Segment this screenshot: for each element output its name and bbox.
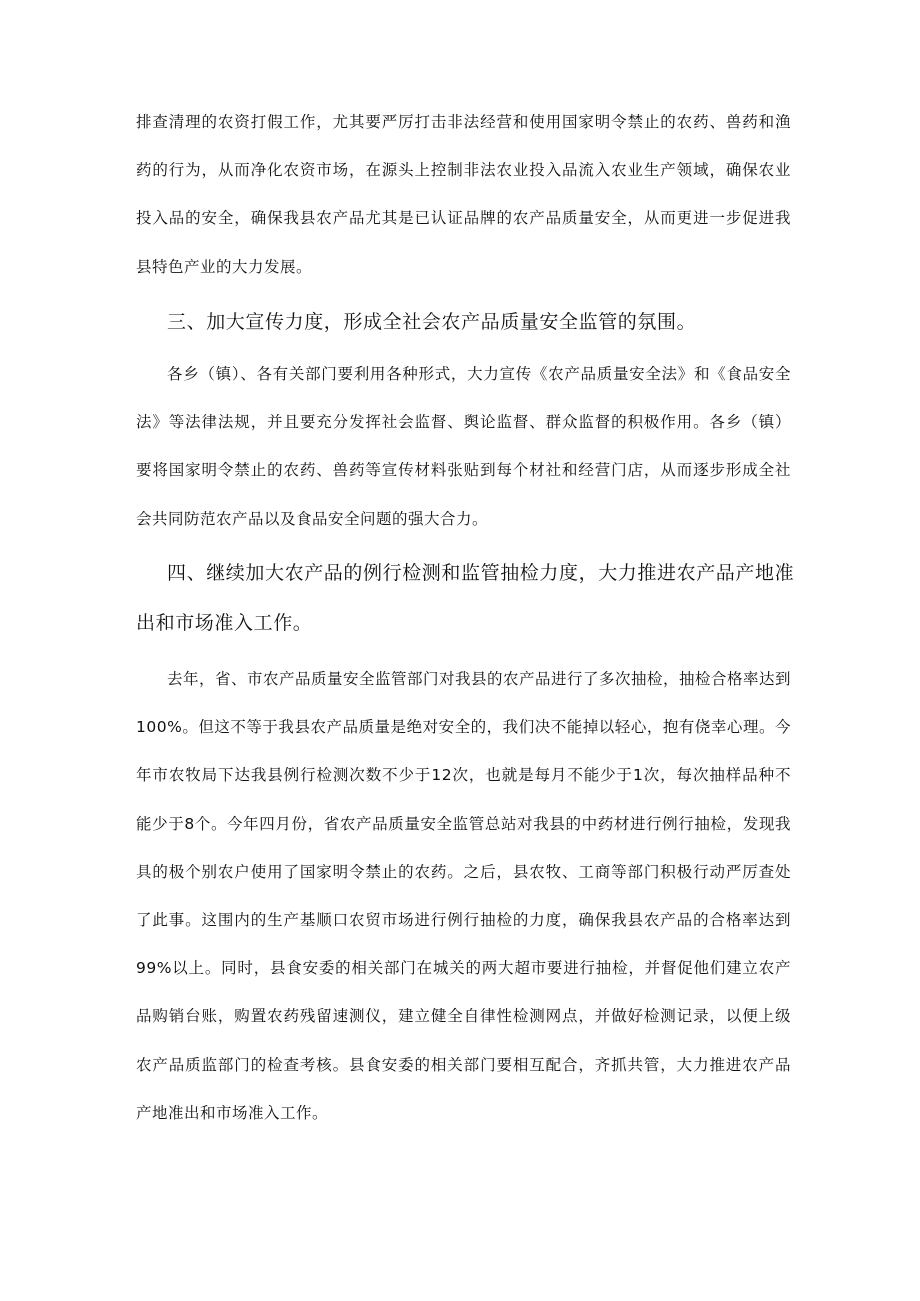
- section-heading-4: 四、继续加大农产品的例行检测和监管抽检力度，大力推进农产品产地准出和市场准入工作。: [136, 562, 795, 634]
- paragraph-inspection: 去年，省、市农产品质量安全监管部门对我县的农产品进行了多次抽检，抽检合格率达到100%。但这不等于我县农产品质量是绝对安全的，我们决不能掉以轻心，抱有侥幸心理。今年市农牧局下达我县例行检测次数不少于12次，也就是每月不能少于1次，每次抽样品种不能少于8个。今年四月份，省农产品质量安全监管总站对我县的中药材进行例行抽检，发现我具的极个别农户使用了国家明令禁止的农药。之后，县农牧、工商等部门积极行动严厉查处了此事。这围内的生产基顺口农贸市场进行例行抽检的力度，确保我县农产品的合格率达到99%以上。同时，县食安委的相关部门在城关的两大超市要进行抽检，并督促他们建立农产品购销台账，购置农药残留速测仪，建立健全自律性检测网点，并做好检测记录，以便上级农产品质监部门的检查考核。县食安委的相关部门要相互配合，齐抓共管，大力推进农产品产地准出和市场准入工作。: [136, 670, 792, 1122]
- paragraph-continued: 排查清理的农资打假工作，尤其要严厉打击非法经营和使用国家明令禁止的农药、兽药和渔药的行为，从而净化农资市场，在源头上控制非法农业投入品流入农业生产领域，确保农业投入品的安全，确保我县农产品尤其是已认证品牌的农产品质量安全，从而更进一步促进我县特色产业的大力发展。: [136, 113, 791, 276]
- paragraph-publicity: 各乡（镇）、各有关部门要利用各种形式，大力宣传《农产品质量安全法》和《食品安全法》等法律法规，并且要充分发挥社会监督、舆论监督、群众监督的积极作用。各乡（镇）要将国家明令禁止的农药、兽药等宣传材料张贴到每个材社和经营门店，从而逐步形成全社会共同防范农产品以及食品安全问题的强大合力。: [136, 365, 791, 528]
- section-heading-3: 三、加大宣传力度，形成全社会农产品质量安全监管的氛围。: [167, 311, 697, 333]
